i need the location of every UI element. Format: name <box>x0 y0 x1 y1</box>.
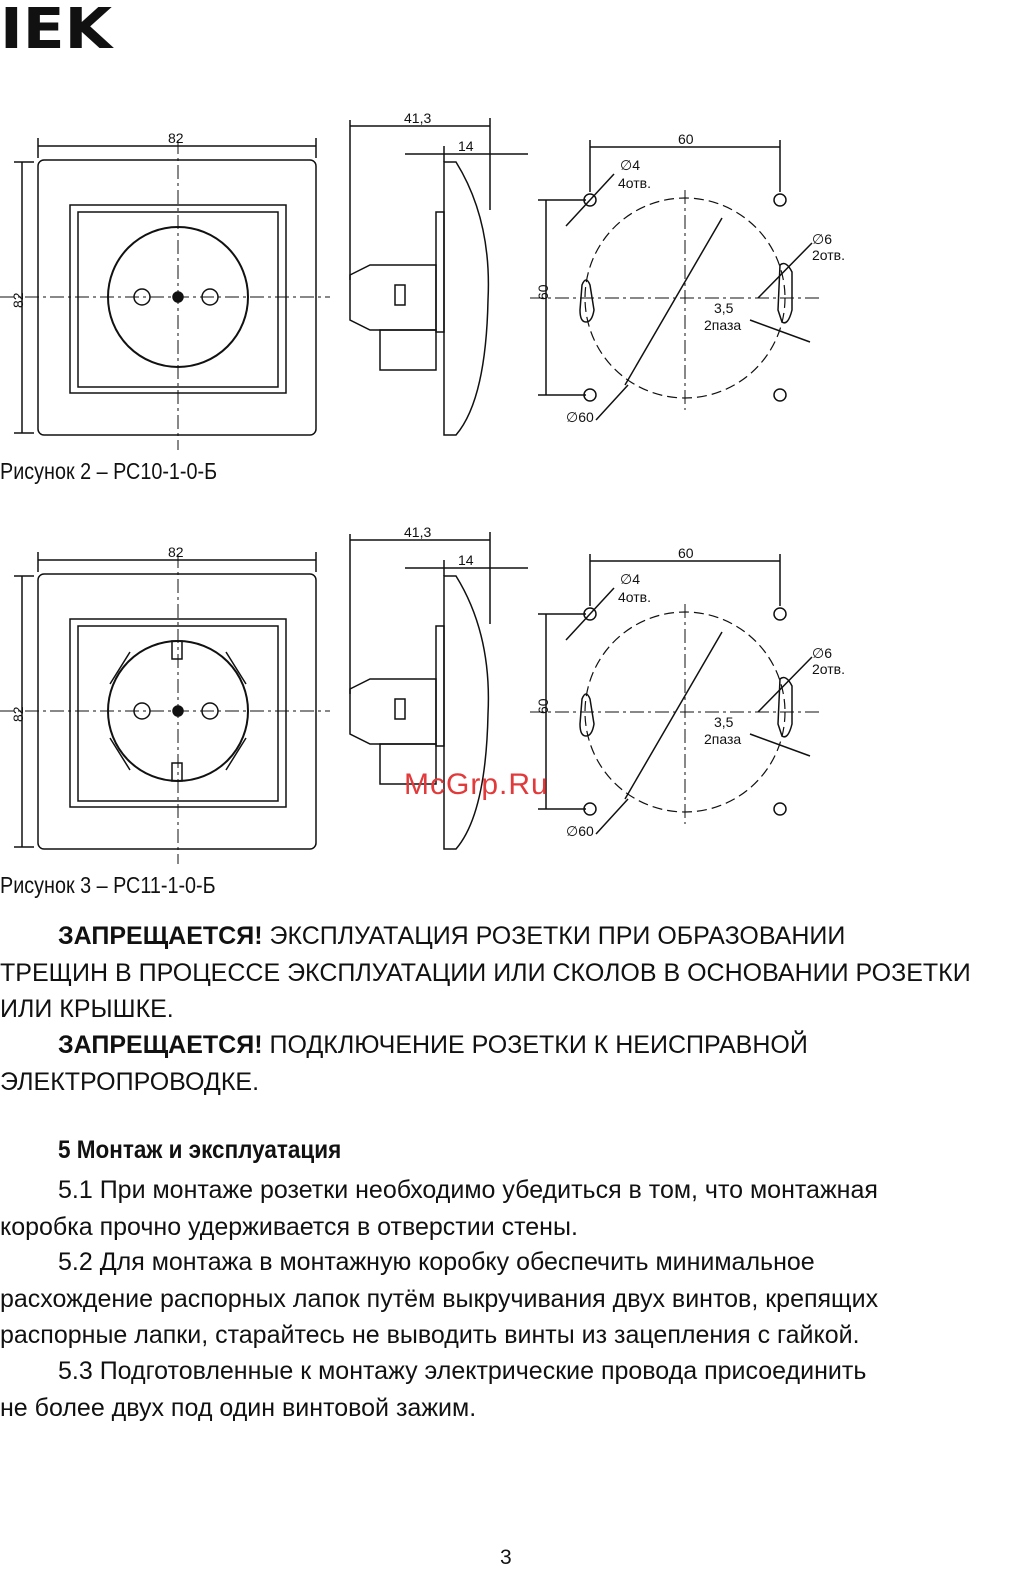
fig2-slot-count: 2паза <box>704 317 742 333</box>
warning-1-label: ЗАПРЕЩАЕТСЯ! <box>58 922 263 950</box>
page-number: 3 <box>500 1546 512 1569</box>
fig3-dim-height: 82 <box>10 706 26 722</box>
fig3-dim-width: 82 <box>168 544 184 560</box>
fig2-dim-height: 82 <box>10 292 26 308</box>
fig3-circle: ∅60 <box>566 823 594 839</box>
watermark: McGrp.Ru <box>404 768 549 801</box>
fig3-hole6-count: 2отв. <box>812 661 846 677</box>
fig2-dim-depth-small: 14 <box>458 138 474 154</box>
item-5-3-first: 5.3 Подготовленные к монтажу электрические провода присоединить <box>58 1357 867 1385</box>
fig3-hole-spacing-x: 60 <box>678 545 694 561</box>
warning-2-line1: ПОДКЛЮЧЕНИЕ РОЗЕТКИ К НЕИСПРАВНОЙ <box>262 1031 808 1059</box>
fig2-hole-spacing-x: 60 <box>678 131 694 147</box>
item-5-2-rest: расхождение распорных лапок путём выкручивания двух винтов, крепящих распорные лапки, старайтесь не выводить винты из зацепления с гайкой. <box>0 1284 879 1349</box>
fig3-hole4-count: 4отв. <box>618 589 652 605</box>
fig3-dim-depth: 41,3 <box>404 524 432 540</box>
warning-2 <box>0 1027 1000 1100</box>
figure-2-caption: Рисунок 2 – РС10-1-0-Б <box>0 458 218 484</box>
section-heading: 5 Монтаж и эксплуатация <box>58 1136 342 1164</box>
section-item-5-1 <box>0 1172 1000 1245</box>
item-5-1-rest: коробка прочно удерживается в отверстии стены. <box>0 1212 578 1241</box>
warning-2-rest: ЭЛЕКТРОПРОВОДКЕ. <box>0 1067 260 1096</box>
fig2-dim-width: 82 <box>168 130 184 146</box>
iek-logo <box>0 0 115 56</box>
fig2-hole6-count: 2отв. <box>812 247 846 263</box>
figure-3-caption: Рисунок 3 – РС11-1-0-Б <box>0 872 216 898</box>
item-5-2-first: 5.2 Для монтажа в монтажную коробку обеспечить минимальное <box>58 1248 815 1276</box>
fig3-slot: 3,5 <box>714 714 734 730</box>
fig3-dim-depth-small: 14 <box>458 552 474 568</box>
item-5-1-first: 5.1 При монтаже розетки необходимо убедиться в том, что монтажная <box>58 1176 878 1204</box>
fig2-hole4: ∅4 <box>620 157 640 173</box>
section-item-5-2 <box>0 1244 1000 1354</box>
fig3-hole-spacing-y: 60 <box>535 698 551 714</box>
fig2-hole6: ∅6 <box>812 231 832 247</box>
section-item-5-3 <box>0 1353 1000 1426</box>
fig3-slot-count: 2паза <box>704 731 742 747</box>
warning-2-label: ЗАПРЕЩАЕТСЯ! <box>58 1031 263 1059</box>
fig3-hole6: ∅6 <box>812 645 832 661</box>
warning-1-line1: ЭКСПЛУАТАЦИЯ РОЗЕТКИ ПРИ ОБРАЗОВАНИИ <box>262 922 846 950</box>
warning-1-rest: ТРЕЩИН В ПРОЦЕССЕ ЭКСПЛУАТАЦИИ ИЛИ СКОЛОВ В ОСНОВАНИИ РОЗЕТКИ ИЛИ КРЫШКЕ. <box>0 958 971 1023</box>
fig3-hole4: ∅4 <box>620 571 640 587</box>
fig2-dim-depth: 41,3 <box>404 110 432 126</box>
fig2-slot: 3,5 <box>714 300 734 316</box>
item-5-3-rest: не более двух под один винтовой зажим. <box>0 1393 477 1422</box>
logo-text: IEK <box>0 0 115 56</box>
fig2-hole4-count: 4отв. <box>618 175 652 191</box>
fig2-hole-spacing-y: 60 <box>535 284 551 300</box>
fig2-circle: ∅60 <box>566 409 594 425</box>
warning-1 <box>0 918 1000 1028</box>
